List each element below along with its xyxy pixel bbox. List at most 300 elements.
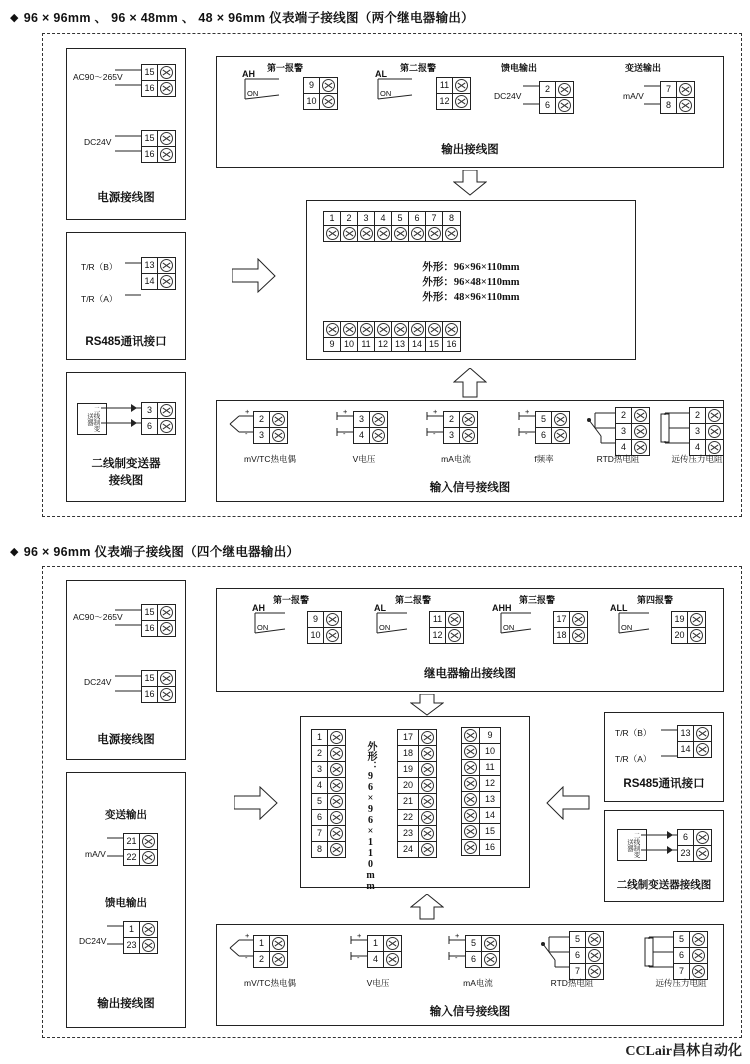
relay-box-caption: 继电器输出接线图 (424, 668, 516, 680)
screw-icon (572, 629, 585, 642)
twowire-caption-1: 二线制变送器 (91, 458, 161, 470)
input-voltage-terminal-block[interactable] (353, 409, 388, 444)
feed-output-label: DC24V (79, 936, 107, 946)
screw-icon (464, 761, 477, 774)
terminal-number: 8 (661, 98, 677, 113)
relay-ah-title: 第一报警 (273, 595, 310, 605)
terminal-number: 20 (672, 628, 688, 643)
screw-icon (464, 793, 477, 806)
terminal-number: 6 (409, 212, 425, 226)
terminal-number: 5 (570, 932, 586, 947)
terminal-number: 22 (398, 810, 419, 825)
terminal-number: 12 (479, 776, 500, 791)
screw-icon (330, 827, 343, 840)
relay-ahh-on-label: ON (503, 623, 515, 632)
relay-al-contact-symbol (368, 75, 434, 111)
sign-minus: - (245, 429, 248, 438)
feed-output-title: 馈电输出 (501, 63, 538, 73)
screw-icon (330, 795, 343, 808)
screw-icon (322, 95, 335, 108)
screw-icon (634, 409, 647, 422)
arrow-left-to-device-2 (546, 786, 590, 820)
relay-ah-terminal-block[interactable] (307, 609, 342, 644)
terminal-number: 4 (616, 440, 632, 455)
terminal-number: 11 (437, 78, 453, 93)
terminal-number: 4 (690, 440, 706, 455)
screw-icon (272, 937, 285, 950)
rs485-wire-lines (125, 258, 143, 302)
relay-ah-title: 第一报警 (267, 63, 304, 73)
terminal-number: 1 (368, 936, 384, 951)
input-box-caption: 输入信号接线图 (429, 482, 511, 494)
input-rtd-symbol (533, 930, 571, 978)
terminal-number: 23 (124, 938, 140, 953)
device-left-terminal-column[interactable] (311, 727, 346, 858)
terminal-number: 14 (409, 337, 425, 351)
input-rtd-symbol (579, 406, 617, 454)
input-remote-terminal-block[interactable] (689, 405, 724, 456)
transmit-output-label: mA/V (85, 849, 106, 859)
input-rtd-terminal-block[interactable] (569, 929, 604, 980)
section2-device (300, 716, 530, 892)
terminal-number: 21 (124, 834, 140, 849)
sign-minus: - (343, 429, 346, 438)
section2-twowire-box (604, 810, 724, 902)
input-frequency-wires (511, 410, 537, 442)
output-box-caption: 输出接线图 (441, 144, 499, 156)
screw-icon (464, 729, 477, 742)
device-dimension-3: 外形：48×96×110mm (422, 292, 520, 303)
section2-rs485-box (604, 712, 724, 802)
twowire-caption-2: 接线图 (108, 475, 144, 487)
terminal-number: 13 (479, 792, 500, 807)
input-voltage-label: V电压 (352, 454, 376, 464)
terminal-number: 12 (437, 94, 453, 109)
terminal-number: 13 (142, 258, 158, 273)
terminal-number: 11 (479, 760, 500, 775)
input-remote-terminal-block[interactable] (673, 929, 708, 980)
screw-icon (330, 779, 343, 792)
two-wire-transmitter-tag-text: 二线制变送器 (86, 406, 100, 432)
terminal-number: 9 (304, 78, 320, 93)
screw-icon (160, 82, 173, 95)
input-current-label: mA电流 (441, 454, 471, 464)
terminal-number: 15 (142, 605, 158, 620)
terminal-number: 6 (540, 98, 556, 113)
terminal-number: 13 (392, 337, 408, 351)
screw-icon (160, 606, 173, 619)
input-rtd-label: RTD热电阻 (550, 978, 594, 988)
terminal-number: 21 (398, 794, 419, 809)
input-mv-tc-wires (227, 410, 255, 442)
terminal-number: 3 (444, 428, 460, 443)
terminal-number: 19 (672, 612, 688, 627)
screw-icon (394, 227, 407, 240)
device-top-terminal-row[interactable] (323, 211, 461, 242)
screw-icon (360, 323, 373, 336)
terminal-number: 2 (690, 408, 706, 423)
input-mv-tc-wires (227, 934, 255, 966)
terminal-number: 16 (142, 621, 158, 636)
screw-icon (421, 827, 434, 840)
screw-icon (160, 275, 173, 288)
sign-plus: + (455, 931, 460, 940)
section1-title (10, 8, 474, 26)
relay-al-contact-symbol (367, 609, 429, 643)
relay-al-name: AL (375, 69, 387, 79)
screw-icon (448, 613, 461, 626)
relay-ah-contact-symbol (245, 609, 307, 643)
input-current-terminal-block[interactable] (443, 409, 478, 444)
screw-icon (386, 953, 399, 966)
screw-icon (160, 132, 173, 145)
terminal-number: 11 (430, 612, 446, 627)
terminal-number: 15 (142, 65, 158, 80)
relay-all-on-label: ON (621, 623, 633, 632)
relay-al-title: 第二报警 (400, 63, 437, 73)
screw-icon (386, 937, 399, 950)
screw-icon (421, 795, 434, 808)
device-mid-terminal-column[interactable] (397, 727, 437, 858)
footer-brand: CCLair昌林自动化 (625, 1044, 742, 1059)
relay-ah-name: AH (242, 69, 255, 79)
terminal-number: 6 (312, 810, 328, 825)
screw-icon (272, 429, 285, 442)
screw-icon (421, 843, 434, 856)
section1-rs485-box (66, 232, 186, 360)
ac-terminal-block[interactable] (141, 62, 176, 97)
screw-icon (372, 413, 385, 426)
terminal-number: 4 (354, 428, 370, 443)
screw-icon (696, 831, 709, 844)
terminal-number: 2 (444, 412, 460, 427)
feed-output-wires (107, 922, 125, 952)
terminal-number: 4 (375, 212, 391, 226)
screw-icon (445, 323, 458, 336)
relay-ah-on-label: ON (247, 89, 259, 98)
screw-icon (322, 79, 335, 92)
power-box-caption: 电源接线图 (97, 192, 155, 204)
terminal-number: 1 (124, 922, 140, 937)
screw-icon (445, 227, 458, 240)
screw-icon (708, 409, 721, 422)
relay-ah-contact-symbol (235, 75, 301, 111)
dc-terminal-block[interactable] (141, 668, 176, 703)
screw-icon (462, 429, 475, 442)
ac-input-label: AC90～265V (73, 612, 123, 622)
tr-a-label: T/R（A） (615, 754, 652, 764)
screw-icon (690, 613, 703, 626)
transmit-output-wires (644, 82, 662, 112)
screw-icon (554, 429, 567, 442)
terminal-number: 12 (430, 628, 446, 643)
terminal-number: 9 (324, 337, 340, 351)
terminal-number: 6 (570, 948, 586, 963)
screw-icon (588, 933, 601, 946)
input-current-wires (419, 410, 445, 442)
terminal-number: 16 (142, 687, 158, 702)
terminal-number: 4 (312, 778, 328, 793)
input-remote-symbol (641, 930, 675, 978)
sign-plus: + (525, 407, 530, 416)
input-remote-label: 远传压力电阻 (655, 978, 707, 988)
terminal-number: 6 (536, 428, 552, 443)
screw-icon (572, 613, 585, 626)
screw-icon (326, 227, 339, 240)
feed-output-title: 馈电输出 (105, 897, 147, 909)
terminal-number: 12 (375, 337, 391, 351)
section2-title-text: 96 × 96mm 仪表端子接线图（四个继电器输出） (23, 545, 300, 559)
rs485-terminal-block[interactable] (677, 723, 712, 758)
terminal-number: 1 (254, 936, 270, 951)
ac-wire-lines (115, 65, 143, 93)
screw-icon (377, 227, 390, 240)
transmit-output-title: 变送输出 (105, 809, 147, 821)
terminal-number: 1 (312, 730, 328, 745)
dc-wire-lines (115, 671, 143, 699)
sign-minus: - (357, 953, 360, 962)
relay-al-title: 第二报警 (395, 595, 432, 605)
relay-ahh-name: AHH (492, 603, 512, 613)
relay-all-terminal-block[interactable] (671, 609, 706, 644)
input-voltage-wires (329, 410, 355, 442)
device-right-terminal-column[interactable] (461, 727, 501, 856)
screw-icon (372, 429, 385, 442)
output-box-caption: 输出接线图 (97, 998, 155, 1010)
transmit-output-terminal-block[interactable] (660, 79, 695, 114)
input-frequency-label: f频率 (534, 454, 554, 464)
section1-input-box (216, 400, 724, 502)
terminal-number: 16 (443, 337, 460, 351)
input-frequency-terminal-block[interactable] (535, 409, 570, 444)
input-voltage-wires (343, 934, 369, 966)
feed-output-terminal-block[interactable] (539, 79, 574, 114)
screw-icon (142, 851, 155, 864)
screw-icon (708, 425, 721, 438)
screw-icon (394, 323, 407, 336)
two-wire-transmitter-tag-text: 二线制变送器 (626, 832, 640, 858)
input-mv-tc-label: mV/TC热电偶 (244, 454, 296, 464)
dc-input-label: DC24V (84, 137, 112, 147)
screw-icon (464, 777, 477, 790)
section1-device (306, 200, 636, 360)
screw-icon (448, 629, 461, 642)
section2-power-box (66, 580, 186, 760)
screw-icon (326, 629, 339, 642)
screw-icon (160, 259, 173, 272)
screw-icon (330, 747, 343, 760)
tr-b-label: T/R（B） (81, 262, 118, 272)
terminal-number: 9 (479, 728, 500, 743)
screw-icon (160, 148, 173, 161)
twowire-wire-lines (641, 830, 679, 864)
screw-icon (142, 835, 155, 848)
terminal-number: 18 (398, 746, 419, 761)
screw-icon (679, 99, 692, 112)
screw-icon (588, 949, 601, 962)
terminal-number: 5 (392, 212, 408, 226)
relay-all-contact-symbol (609, 609, 671, 643)
arrow-up-input-to-device-2 (410, 894, 444, 920)
screw-icon (330, 731, 343, 744)
sign-plus: + (245, 931, 250, 940)
bullet-diamond-icon: ◆ (10, 545, 19, 558)
tr-a-label: T/R（A） (81, 294, 118, 304)
transmit-output-wires (107, 834, 125, 864)
screw-icon (634, 425, 647, 438)
screw-icon (554, 413, 567, 426)
screw-icon (455, 79, 468, 92)
screw-icon (464, 809, 477, 822)
terminal-number: 10 (479, 744, 500, 759)
screw-icon (484, 953, 497, 966)
terminal-number: 7 (674, 964, 690, 979)
screw-icon (343, 227, 356, 240)
input-box-caption: 输入信号接线图 (429, 1006, 511, 1018)
screw-icon (142, 923, 155, 936)
terminal-number: 6 (466, 952, 482, 967)
screw-icon (679, 83, 692, 96)
screw-icon (411, 323, 424, 336)
input-remote-label: 远传压力电阻 (671, 454, 723, 464)
section2-input-box (216, 924, 724, 1026)
terminal-number: 2 (341, 212, 357, 226)
screw-icon (464, 841, 477, 854)
terminal-number: 3 (254, 428, 270, 443)
dc-terminal-block[interactable] (141, 128, 176, 163)
input-current-terminal-block[interactable] (465, 933, 500, 968)
input-rtd-terminal-block[interactable] (615, 405, 650, 456)
screw-icon (421, 731, 434, 744)
screw-icon (160, 404, 173, 417)
terminal-number: 10 (308, 628, 324, 643)
input-mv-tc-terminal-block[interactable] (253, 933, 288, 968)
screw-icon (330, 811, 343, 824)
terminal-number: 16 (142, 81, 158, 96)
screw-icon (160, 672, 173, 685)
terminal-number: 6 (674, 948, 690, 963)
screw-icon (696, 743, 709, 756)
tr-b-label: T/R（B） (615, 728, 652, 738)
input-mv-tc-terminal-block[interactable] (253, 409, 288, 444)
relay-ahh-terminal-block[interactable] (553, 609, 588, 644)
twowire-terminal-block[interactable] (141, 400, 176, 435)
feed-output-label: DC24V (494, 91, 522, 101)
terminal-number: 1 (324, 212, 340, 226)
screw-icon (690, 629, 703, 642)
screw-icon (558, 99, 571, 112)
terminal-number: 4 (368, 952, 384, 967)
terminal-number: 3 (690, 424, 706, 439)
relay-al-on-label: ON (379, 623, 391, 632)
ac-terminal-block[interactable] (141, 602, 176, 637)
screw-icon (428, 227, 441, 240)
arrow-up-input-to-device (453, 368, 487, 398)
transmit-output-label: mA/V (623, 91, 644, 101)
screw-icon (428, 323, 441, 336)
relay-al-terminal-block[interactable] (429, 609, 464, 644)
screw-icon (343, 323, 356, 336)
screw-icon (160, 420, 173, 433)
screw-icon (272, 953, 285, 966)
twowire-terminal-block[interactable] (677, 827, 712, 862)
terminal-number: 10 (341, 337, 357, 351)
input-voltage-label: V电压 (366, 978, 390, 988)
screw-icon (696, 727, 709, 740)
screw-icon (160, 66, 173, 79)
terminal-number: 16 (479, 840, 500, 855)
terminal-number: 6 (142, 419, 158, 434)
device-dimension-2: 外形：96×48×110mm (422, 277, 520, 288)
relay-al-name: AL (374, 603, 386, 613)
rs485-box-caption: RS485通讯接口 (623, 778, 705, 790)
feed-output-terminal-block[interactable] (123, 919, 158, 954)
terminal-number: 2 (254, 952, 270, 967)
terminal-number: 23 (398, 826, 419, 841)
input-current-wires (441, 934, 467, 966)
terminal-number: 2 (254, 412, 270, 427)
dc-input-label: DC24V (84, 677, 112, 687)
section1-title-text: 96 × 96mm 、 96 × 48mm 、 48 × 96mm 仪表端子接线图（两个继电器输出） (23, 11, 474, 25)
sign-plus: + (343, 407, 348, 416)
terminal-number: 19 (398, 762, 419, 777)
terminal-number: 3 (616, 424, 632, 439)
screw-icon (421, 811, 434, 824)
device-dimension-text: 外形：96×96×110mm (365, 741, 376, 892)
input-voltage-terminal-block[interactable] (367, 933, 402, 968)
input-current-label: mA电流 (463, 978, 493, 988)
transmit-output-title: 变送输出 (625, 63, 662, 73)
terminal-number: 7 (661, 82, 677, 97)
relay-ah-on-label: ON (257, 623, 269, 632)
screw-icon (377, 323, 390, 336)
terminal-number: 20 (398, 778, 419, 793)
device-bottom-terminal-row[interactable] (323, 321, 461, 352)
terminal-number: 15 (479, 824, 500, 839)
arrow-down-relay-to-device (410, 694, 444, 716)
power-box-caption: 电源接线图 (97, 734, 155, 746)
screw-icon (326, 323, 339, 336)
rs485-box-caption: RS485通讯接口 (85, 336, 167, 348)
screw-icon (455, 95, 468, 108)
device-dimension-1: 外形：96×96×110mm (422, 262, 520, 273)
terminal-number: 13 (678, 726, 694, 741)
terminal-number: 14 (142, 274, 158, 289)
terminal-number: 22 (124, 850, 140, 865)
terminal-number: 3 (312, 762, 328, 777)
screw-icon (360, 227, 373, 240)
sign-plus: + (433, 407, 438, 416)
screw-icon (464, 745, 477, 758)
screw-icon (272, 413, 285, 426)
screw-icon (421, 779, 434, 792)
terminal-number: 24 (398, 842, 419, 857)
screw-icon (142, 939, 155, 952)
screw-icon (411, 227, 424, 240)
sign-plus: + (245, 407, 250, 416)
transmit-output-terminal-block[interactable] (123, 831, 158, 866)
relay-al-terminal-block[interactable] (436, 75, 471, 110)
feed-output-wires (523, 82, 541, 112)
terminal-number: 11 (358, 337, 374, 351)
device-dimension-label (363, 741, 383, 897)
section1-twowire-box (66, 372, 186, 502)
input-remote-symbol (657, 406, 691, 454)
relay-ah-terminal-block[interactable] (303, 75, 338, 110)
terminal-number: 23 (678, 846, 694, 861)
terminal-number: 2 (312, 746, 328, 761)
rs485-terminal-block[interactable] (141, 255, 176, 290)
